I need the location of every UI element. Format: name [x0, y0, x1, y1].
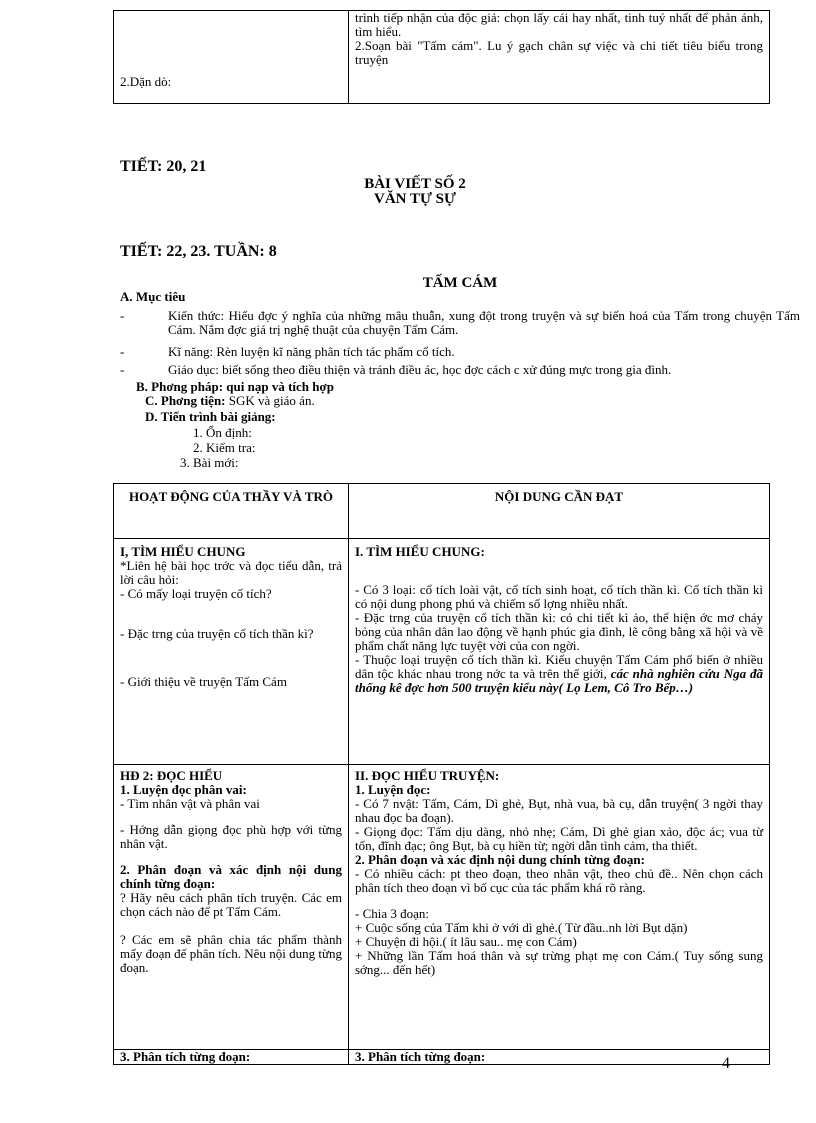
top-table-left-cell: [114, 11, 349, 104]
step-3: 3. Bài mới:: [180, 455, 239, 470]
s2-right-sub2: 2. Phân đoạn và xác định nội dung chính từng đoạn:: [355, 852, 645, 867]
s1-right-a3: [355, 653, 763, 695]
s2-left-cell: [114, 765, 349, 1050]
s2-right-r7: + Những lần Tấm hoá thân và sự trừng phạt mẹ con Cám.( Tuy sống sung sớng... đến hết): [355, 948, 763, 977]
bullet-3: -: [120, 362, 125, 377]
s1-right-a3-bold: các nhà nghiên cứu Nga đã thống kê đợc hơn 500 truyện kiểu này( Lọ Lem, Cô Tro Bếp…): [355, 666, 764, 695]
s1-left-q2: - Đặc trng của truyện cổ tích thần kì?: [120, 626, 314, 641]
s1-right-cell: [349, 539, 770, 765]
s1-left-q3: - Giới thiệu về truyện Tấm Cám: [120, 674, 287, 689]
bullet-2: -: [120, 344, 125, 359]
s2-right-r2: - Giọng đọc: Tấm dịu dàng, nhỏ nhẹ; Cám, Dì ghẻ gian xảo, độc ác; vua từ tốn, đĩnh đạc; ông Bụt, bà cụ hiền từ; ngời dẫn tình cảm, tha thiết.: [355, 824, 763, 853]
section-2-row: [114, 765, 770, 1050]
top-right-line-1: trình tiếp nhận của độc giả: chọn lấy cái hay nhất, tinh tuý nhất để phản ánh, tìm hiểu.: [355, 10, 763, 39]
s1-left-cell: [114, 539, 349, 765]
s2-right-r1: - Có 7 nvật: Tấm, Cám, Dì ghẻ, Bụt, nhà vua, bà cụ, dẫn truyện( 3 ngời thay nhau đọc ba đoạn).: [355, 796, 763, 825]
phuong-tien-value: SGK và giáo án.: [225, 393, 315, 408]
header-right: NỘI DUNG CẦN ĐẠT: [349, 484, 770, 539]
s1-right-a1: - Có 3 loại: cổ tích loài vật, cổ tích sinh hoạt, cổ tích thần kì. Cổ tích thần kì có nội dung phong phú và chiếm số lợng nhiều nhất.: [355, 582, 763, 611]
page-number: 4: [722, 1055, 730, 1072]
phuong-tien-label: C. Phơng tiện:: [145, 393, 226, 408]
s3-left-cell: 3. Phân tích từng đoạn:: [114, 1050, 349, 1065]
bai-viet-title: BÀI VIẾT SỐ 2: [364, 176, 466, 192]
section-1-row: [114, 539, 770, 765]
s2-right-r6: + Chuyện đi hội.( ít lâu sau.. mẹ con Cám): [355, 934, 577, 949]
s1-left-title: I, TÌM HIỂU CHUNG: [120, 544, 246, 559]
header-left: HOẠT ĐỘNG CỦA THẦY VÀ TRÒ: [114, 484, 349, 539]
s2-right-r4: - Chia 3 đoạn:: [355, 906, 430, 921]
step-2: 2. Kiểm tra:: [193, 440, 256, 455]
section-3-row: [114, 1050, 770, 1065]
top-right-line-2: 2.Soạn bài "Tấm cám". Lu ý gạch chân sự việc và chi tiết tiêu biểu trong truyện: [355, 38, 763, 67]
s2-right-cell: [349, 765, 770, 1050]
s2-left-l2: - Hớng dẫn giọng đọc phù hợp với từng nhân vật.: [120, 822, 342, 851]
s2-left-l4: ? Các em sẽ phân chia tác phẩm thành mấy đoạn để phân tích. Nêu nội dung từng đoạn.: [120, 932, 342, 975]
lesson-title: TẤM CÁM: [422, 275, 498, 291]
s1-right-title: I. TÌM HIỂU CHUNG:: [355, 544, 485, 559]
s2-right-sub1: 1. Luyện đọc:: [355, 782, 431, 797]
s1-left-q1: - Có mấy loại truyện cổ tích?: [120, 586, 272, 601]
dan-do-label: 2.Dặn dò:: [120, 74, 172, 89]
table-header-row: [114, 484, 770, 539]
s2-right-r3: - Có nhiều cách: pt theo đoạn, theo nhân vật, theo chủ đề.. Nên chọn cách phân tích theo đoạn vì bố cục của tác phẩm khá rõ ràng.: [355, 866, 763, 895]
s1-right-a2: - Đặc trng của truyện cổ tích thần kì: có chi tiết kì ảo, thể hiện ớc mơ cháy bỏng của nhân dân lao động về hạnh phúc gia đình, lẽ công bằng xã hội và về phẩm chất năng lực tuyệt vời của con ngời.: [355, 610, 763, 653]
top-table-right-cell: [349, 11, 770, 104]
muc-tieu-heading: A. Mục tiêu: [120, 289, 186, 304]
objective-skill: Kĩ năng: Rèn luyện kĩ năng phân tích tác phẩm cổ tích.: [168, 344, 455, 359]
s1-left-intro: *Liên hệ bài học trớc và đọc tiểu dẫn, trả lời câu hỏi:: [120, 558, 342, 587]
s2-right-r5: + Cuộc sống của Tấm khi ở với dì ghẻ.( Từ đầu..nh lời Bụt dặn): [355, 920, 688, 935]
tiet-heading-1: TIẾT: 20, 21: [120, 158, 207, 175]
objective-knowledge: Kiến thức: Hiểu đợc ý nghĩa của những mâu thuẫn, xung đột trong truyện và sự biến hoá của Tấm trong chuyện Tấm Cám. Nắm đợc giá trị nghệ thuật của chuyện Tấm Cám.: [168, 308, 800, 337]
tiet-heading-2: TIẾT: 22, 23. TUẦN: 8: [120, 243, 277, 260]
phuong-tien: [145, 394, 315, 408]
s2-left-title: HĐ 2: ĐỌC HIỂU: [120, 768, 223, 783]
van-tu-su-title: VĂN TỰ SỰ: [374, 191, 456, 207]
bullet-1: -: [120, 308, 125, 323]
s3-right-cell: 3. Phân tích từng đoạn:: [349, 1050, 770, 1065]
s2-right-title: II. ĐỌC HIỂU TRUYỆN:: [355, 768, 500, 783]
s2-left-l1: - Tìm nhân vật và phân vai: [120, 796, 260, 811]
step-1: 1. Ổn định:: [193, 425, 252, 440]
phuong-phap: B. Phơng pháp: qui nạp và tích hợp: [136, 379, 334, 394]
top-table: [113, 10, 770, 104]
main-table: [113, 483, 770, 1065]
s2-left-sub1: 1. Luyện đọc phân vai:: [120, 782, 247, 797]
s2-left-l3: ? Hãy nêu cách phân tích truyện. Các em chọn cách nào để pt Tấm Cám.: [120, 890, 342, 919]
tien-trinh: D. Tiến trình bài giảng:: [145, 409, 276, 424]
s1-right-a3-text: - Thuộc loại truyện cổ tích thần kì. Kiểu chuyện Tấm Cám phổ biến ở nhiều dân tộc khác nhau trong nớc ta và trên thế giới,: [355, 652, 763, 681]
objective-education: Giáo dục: biết sống theo điều thiện và tránh điều ác, học đợc cách c xử đúng mực trong gia đình.: [168, 362, 672, 377]
s2-left-sub2: 2. Phân đoạn và xác định nội dung chính từng đoạn:: [120, 862, 342, 891]
